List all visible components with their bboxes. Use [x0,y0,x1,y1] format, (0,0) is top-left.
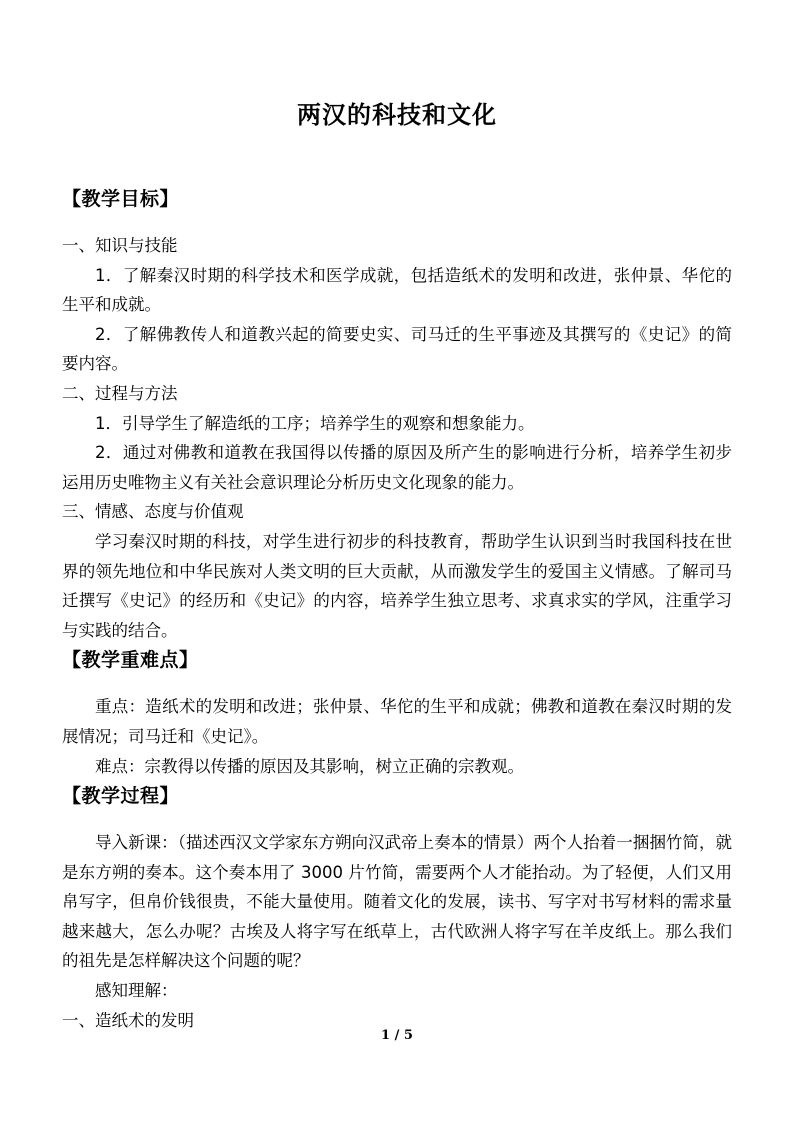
paragraph: 1．引导学生了解造纸的工序；培养学生的观察和想象能力。 [95,413,535,433]
paragraph: 1．了解秦汉时期的科学技术和医学成就，包括造纸术的发明和改进，张仲景、华佗的生平和成就。 [62,265,732,315]
section-heading-key-difficult-points: 【教学重难点】 [62,649,199,672]
paragraph: 导入新课：（描述西汉文学家东方朔向汉武帝上奏本的情景）两个人抬着一捆捆竹简，就是东方朔的奏本。这个奏本用了 3000 片竹简，需要两个人才能抬动。为了轻便，人们又用帛写字，但帛价钱很贵，不能大量使用。随着文化的发展，读书、写字对书写材料的需求量越来越大，怎么办呢？古埃及人将字写在纸草上，古代欧洲人将字写在羊皮纸上。那么我们的祖先是怎样解决这个问题的呢？ [62,833,732,971]
document-body [62,184,732,1035]
paragraph: 三、情感、态度与价值观 [62,502,244,522]
paragraph: 学习秦汉时期的科技，对学生进行初步的科技教育，帮助学生认识到当时我国科技在世界的领先地位和中华民族对人类文明的巨大贡献，从而激发学生的爱国主义情感。了解司马迁撰写《史记》的经历和《史记》的内容，培养学生独立思考、求真求实的学风，注重学习与实践的结合。 [62,531,732,640]
page-title: 两汉的科技和文化 [297,100,497,129]
section-heading-teaching-objectives: 【教学目标】 [62,188,180,210]
paragraph: 难点：宗教得以传播的原因及其影响，树立正确的宗教观。 [95,756,524,776]
paragraph: 二、过程与方法 [62,383,178,403]
paragraph: 重点：造纸术的发明和改进；张仲景、华佗的生平和成就；佛教和道教在秦汉时期的发展情况；司马迁和《史记》。 [62,697,732,746]
page-number: 1 / 5 [381,1028,413,1043]
paragraph: 感知理解： [95,981,178,1001]
paragraph: 2．了解佛教传人和道教兴起的简要史实、司马迁的生平事迹及其撰写的《史记》的简要内容。 [62,324,732,374]
section-heading-teaching-process: 【教学过程】 [62,785,180,808]
paragraph: 一、造纸术的发明 [62,1010,194,1030]
paragraph: 一、知识与技能 [62,236,178,255]
paragraph: 2．通过对佛教和道教在我国得以传播的原因及所产生的影响进行分析，培养学生初步运用历史唯物主义有关社会意识理论分析历史文化现象的能力。 [62,443,732,492]
